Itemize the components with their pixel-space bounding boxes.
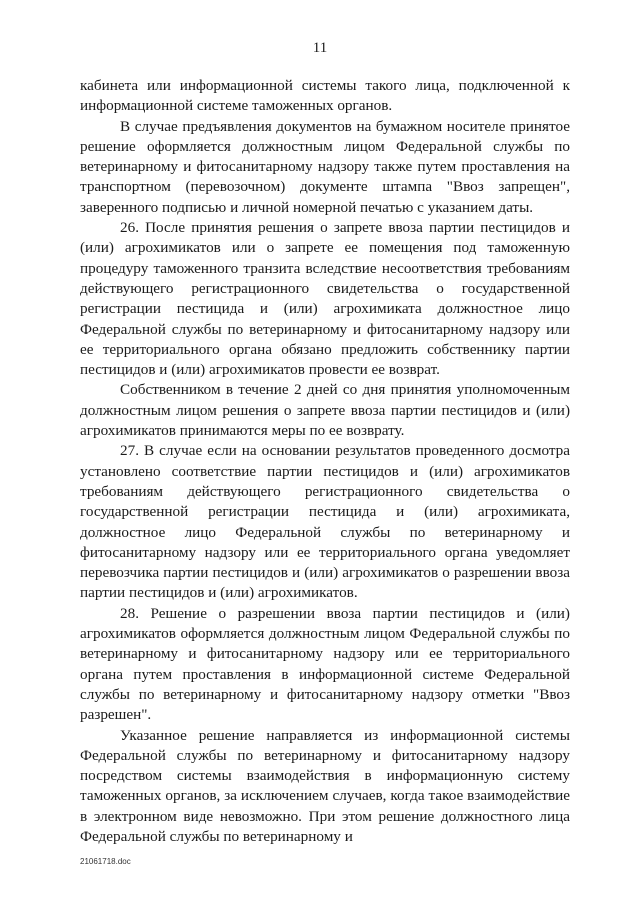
document-body bbox=[80, 76, 570, 847]
footer-file-name: 21061718.doc bbox=[80, 857, 131, 866]
paragraph-continuation: кабинета или информационной системы такого лица, подключенной к информационной системе таможенных органов. bbox=[80, 77, 570, 115]
page-number: 11 bbox=[312, 40, 328, 56]
paragraph-clause-28: 28. Решение о разрешении ввоза партии пестицидов и (или) агрохимикатов оформляется должностным лицом Федеральной службы по ветеринарному и фитосанитарному надзору или ее территориального органа путем проставления в информационной системе Федеральной службы по ветеринарному и фитосанитарному надзору отметки "Ввоз разрешен". bbox=[80, 604, 570, 724]
paragraph-clause-26: 26. После принятия решения о запрете ввоза партии пестицидов и (или) агрохимикатов или о запрете ее помещения под таможенную процедуру таможенного транзита вследствие несоответствия требованиям действующего регистрационного свидетельства о государственной регистрации пестицида и (или) агрохимиката должностное лицо Федеральной службы по ветеринарному и фитосанитарному надзору или ее территориального органа обязано предложить собственнику партии пестицидов и (или) агрохимикатов провести ее возврат. bbox=[80, 219, 570, 379]
paragraph-decision-sent: Указанное решение направляется из информационной системы Федеральной службы по ветеринарному и фитосанитарному надзору посредством системы взаимодействия в информационную систему таможенных органов, за исключением случаев, когда такое взаимодействие в электронном виде невозможно. При этом решение должностного лица Федеральной службы по ветеринарному и bbox=[80, 726, 570, 845]
paragraph-paper-document: В случае предъявления документов на бумажном носителе принятое решение оформляется должностным лицом Федеральной службы по ветеринарному и фитосанитарному надзору также путем проставления на транспортном (перевозочном) документе штампа "Ввоз запрещен", заверенного подписью и личной номерной печатью с указанием даты. bbox=[80, 117, 570, 216]
paragraph-owner-return: Собственником в течение 2 дней со дня принятия уполномоченным должностным лицом решения о запрете ввоза партии пестицидов и (или) агрохимикатов принимаются меры по ее возврату. bbox=[80, 381, 570, 440]
paragraph-clause-27: 27. В случае если на основании результатов проведенного досмотра установлено соответствие партии пестицидов и (или) агрохимикатов требованиям действующего регистрационного свидетельства о государственной регистрации пестицида и (или) агрохимиката, должностное лицо Федеральной службы по ветеринарному и фитосанитарному надзору или ее территориального органа уведомляет перевозчика партии пестицидов и (или) агрохимикатов о разрешении ввоза партии пестицидов и (или) агрохимикатов. bbox=[80, 442, 570, 602]
